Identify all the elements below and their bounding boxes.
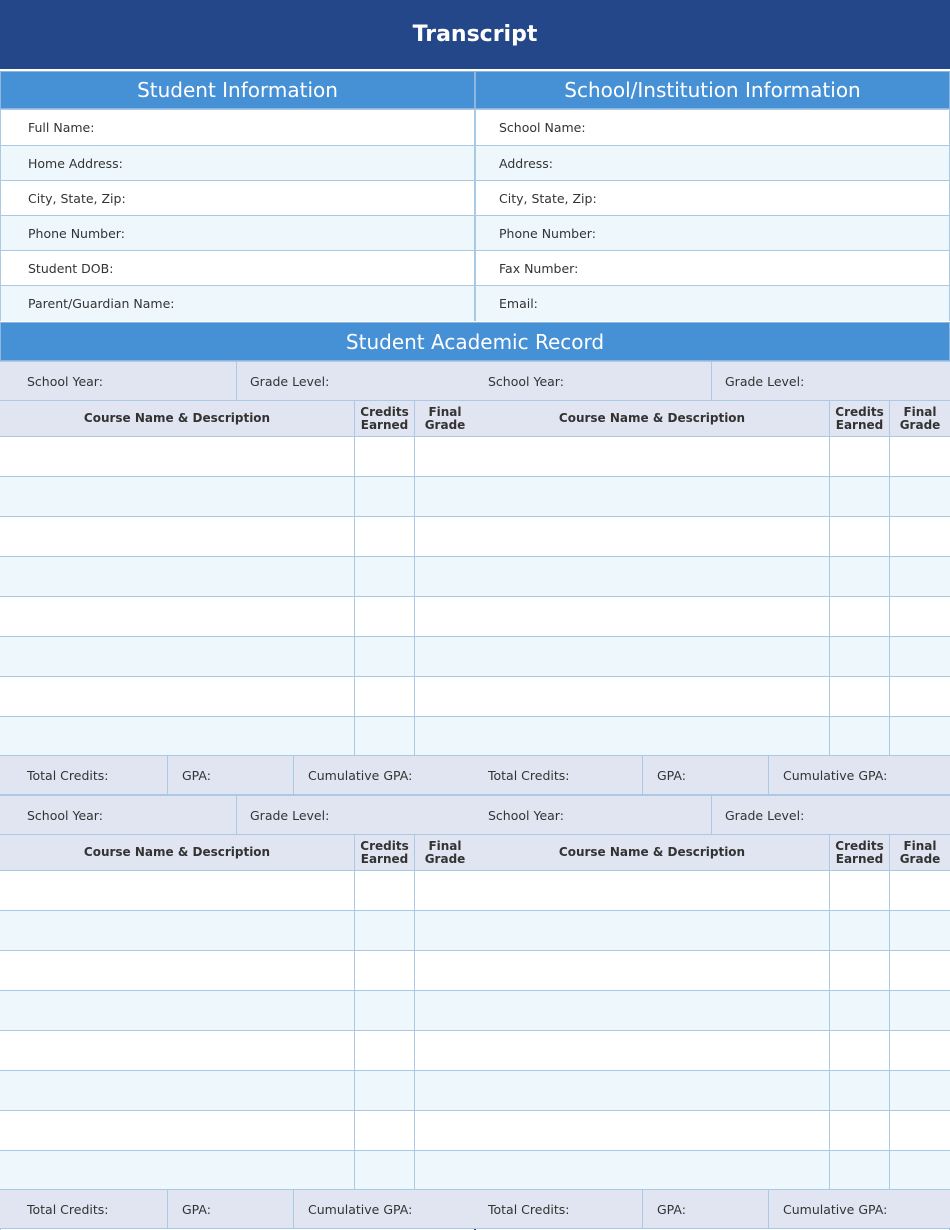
credits-earned-cell[interactable]: [355, 477, 415, 516]
course-name-cell[interactable]: [475, 1031, 830, 1070]
school-year-field[interactable]: [475, 796, 712, 834]
field-label: Student DOB:: [28, 260, 114, 276]
credits-earned-cell[interactable]: [355, 1071, 415, 1110]
cumulative-gpa-label: Cumulative GPA:: [308, 767, 413, 783]
table-row: [475, 437, 950, 477]
field-label: School Name:: [499, 120, 586, 135]
course-name-cell[interactable]: [0, 517, 355, 556]
total-credits-field[interactable]: [475, 756, 643, 794]
credits-earned-cell[interactable]: [830, 437, 890, 476]
course-name-cell[interactable]: [0, 437, 355, 476]
final-grade-cell[interactable]: [415, 477, 475, 516]
course-name-cell[interactable]: [475, 991, 830, 1030]
field-label: Email:: [499, 296, 538, 311]
final-grade-cell[interactable]: [415, 1071, 475, 1110]
school-year-field[interactable]: [0, 796, 237, 834]
school-year-label: School Year:: [488, 373, 564, 389]
final-grade-header: [890, 401, 950, 436]
credits-earned-cell[interactable]: [355, 717, 415, 756]
credits-earned-cell[interactable]: [830, 871, 890, 910]
field-label: Full Name:: [28, 120, 95, 135]
credits-earned-cell[interactable]: [830, 597, 890, 636]
table-row: [475, 637, 950, 677]
page-title: [0, 0, 950, 69]
cumulative-gpa-field[interactable]: [769, 1190, 950, 1228]
final-grade-cell[interactable]: [890, 951, 950, 990]
parent-guardian-name-field[interactable]: [0, 285, 475, 321]
field-label: Parent/Guardian Name:: [28, 296, 175, 311]
school-city-state-zip-field[interactable]: [475, 180, 950, 215]
course-name-cell[interactable]: [475, 597, 830, 636]
table-row: [475, 1111, 950, 1151]
final-grade-cell[interactable]: [890, 1111, 950, 1150]
cumulative-gpa-label: Cumulative GPA:: [308, 1201, 413, 1217]
table-row: [475, 557, 950, 597]
total-credits-field[interactable]: [0, 756, 168, 794]
course-name-header-text: Course Name & Description: [83, 411, 271, 425]
grade-level-label: Grade Level:: [250, 807, 330, 823]
grade-level-field[interactable]: [712, 362, 950, 400]
table-row: [0, 437, 475, 477]
student-full-name-field[interactable]: [0, 109, 475, 145]
gpa-label: GPA:: [657, 767, 686, 783]
table-row: [475, 717, 950, 757]
table-row: [0, 1151, 475, 1191]
school-info-heading-text: School/Institution Information: [564, 78, 861, 102]
table-row: [475, 677, 950, 717]
record-lower-right-totals-bar: [475, 1189, 950, 1229]
gpa-field[interactable]: [643, 1190, 769, 1228]
final-grade-cell[interactable]: [890, 677, 950, 716]
grade-header-line1: Final: [428, 838, 462, 853]
final-grade-cell[interactable]: [415, 637, 475, 676]
grade-header-line1: Final: [903, 838, 937, 853]
credits-earned-header: [830, 401, 890, 436]
final-grade-header: [415, 835, 475, 870]
course-name-cell[interactable]: [0, 991, 355, 1030]
student-info-heading: [0, 71, 475, 109]
course-name-cell[interactable]: [475, 637, 830, 676]
gpa-field[interactable]: [168, 756, 294, 794]
course-name-cell[interactable]: [475, 1151, 830, 1190]
grade-level-label: Grade Level:: [250, 373, 330, 389]
credits-header-line1: Credits: [360, 404, 409, 419]
final-grade-cell[interactable]: [890, 637, 950, 676]
record-upper-left-totals-bar: [0, 755, 475, 795]
academic-record-heading-text: Student Academic Record: [345, 329, 605, 354]
total-credits-label: Total Credits:: [27, 1201, 109, 1217]
table-row: [0, 477, 475, 517]
table-row: [475, 597, 950, 637]
course-name-cell[interactable]: [0, 1031, 355, 1070]
school-info-heading: [475, 71, 950, 109]
student-city-state-zip-field[interactable]: [0, 180, 475, 215]
cumulative-gpa-label: Cumulative GPA:: [783, 767, 888, 783]
field-label: City, State, Zip:: [499, 190, 597, 206]
table-row: [0, 951, 475, 991]
table-row: [0, 677, 475, 717]
cumulative-gpa-field[interactable]: [769, 756, 950, 794]
credits-earned-cell[interactable]: [355, 597, 415, 636]
credits-earned-cell[interactable]: [355, 677, 415, 716]
credits-header-line1: Credits: [360, 838, 409, 853]
student-info-heading-text: Student Information: [137, 78, 338, 102]
course-name-cell[interactable]: [475, 477, 830, 516]
final-grade-cell[interactable]: [415, 991, 475, 1030]
total-credits-field[interactable]: [475, 1190, 643, 1228]
course-name-cell[interactable]: [0, 597, 355, 636]
credits-earned-cell[interactable]: [355, 991, 415, 1030]
final-grade-cell[interactable]: [415, 871, 475, 910]
credits-earned-cell[interactable]: [355, 911, 415, 950]
credits-earned-cell[interactable]: [355, 637, 415, 676]
credits-earned-cell[interactable]: [355, 871, 415, 910]
field-label: Phone Number:: [499, 225, 596, 241]
course-name-header-text: Course Name & Description: [83, 845, 271, 859]
field-label: Address:: [499, 155, 553, 171]
course-name-cell[interactable]: [0, 717, 355, 756]
record-lower-left-totals-bar: [0, 1189, 475, 1229]
credits-header-line2: Earned: [835, 851, 884, 866]
table-row: [0, 871, 475, 911]
course-name-cell[interactable]: [0, 951, 355, 990]
table-row: [475, 991, 950, 1031]
table-row: [0, 517, 475, 557]
school-fax-field[interactable]: [475, 250, 950, 285]
gpa-label: GPA:: [182, 767, 211, 783]
field-label: Home Address:: [28, 155, 123, 171]
school-name-field[interactable]: [475, 109, 950, 145]
credits-earned-cell[interactable]: [830, 637, 890, 676]
course-name-header: [0, 401, 355, 436]
table-row: [475, 1031, 950, 1071]
final-grade-cell[interactable]: [415, 557, 475, 596]
final-grade-header: [890, 835, 950, 870]
grade-level-field[interactable]: [237, 796, 475, 834]
grade-level-field[interactable]: [712, 796, 950, 834]
school-email-field[interactable]: [475, 285, 950, 321]
course-name-cell[interactable]: [475, 911, 830, 950]
grade-header-line2: Grade: [424, 851, 466, 866]
field-label: Fax Number:: [499, 260, 579, 276]
cumulative-gpa-label: Cumulative GPA:: [783, 1201, 888, 1217]
final-grade-cell[interactable]: [415, 1151, 475, 1190]
credits-earned-cell[interactable]: [355, 437, 415, 476]
record-lower-left-year-bar: [0, 795, 475, 835]
table-row: [0, 991, 475, 1031]
field-label: Phone Number:: [28, 225, 125, 241]
credits-header-line2: Earned: [360, 417, 409, 432]
record-upper-left-table-header: [0, 401, 475, 437]
final-grade-cell[interactable]: [415, 597, 475, 636]
credits-earned-cell[interactable]: [830, 911, 890, 950]
student-dob-field[interactable]: [0, 250, 475, 285]
final-grade-cell[interactable]: [415, 1111, 475, 1150]
final-grade-cell[interactable]: [415, 437, 475, 476]
page-title-text: Transcript: [412, 22, 538, 47]
course-name-cell[interactable]: [475, 871, 830, 910]
school-year-label: School Year:: [27, 373, 103, 389]
credits-earned-cell[interactable]: [355, 517, 415, 556]
credits-earned-cell[interactable]: [830, 517, 890, 556]
school-phone-field[interactable]: [475, 215, 950, 250]
final-grade-cell[interactable]: [415, 677, 475, 716]
final-grade-cell[interactable]: [890, 911, 950, 950]
credits-earned-cell[interactable]: [830, 991, 890, 1030]
table-row: [0, 717, 475, 757]
final-grade-cell[interactable]: [890, 1151, 950, 1190]
record-upper-left-year-bar: [0, 361, 475, 401]
course-name-header-text: Course Name & Description: [558, 845, 746, 859]
final-grade-cell[interactable]: [890, 517, 950, 556]
school-year-label: School Year:: [488, 807, 564, 823]
record-lower-right-table-header: [475, 835, 950, 871]
student-phone-field[interactable]: [0, 215, 475, 250]
school-year-field[interactable]: [0, 362, 237, 400]
course-name-cell[interactable]: [475, 1111, 830, 1150]
credits-earned-header: [830, 835, 890, 870]
grade-header-line2: Grade: [899, 851, 941, 866]
grade-level-label: Grade Level:: [725, 373, 805, 389]
table-row: [0, 911, 475, 951]
record-upper-right-totals-bar: [475, 755, 950, 795]
final-grade-cell[interactable]: [890, 1071, 950, 1110]
credits-earned-cell[interactable]: [355, 951, 415, 990]
cumulative-gpa-field[interactable]: [294, 1190, 475, 1228]
grade-level-label: Grade Level:: [725, 807, 805, 823]
credits-earned-cell[interactable]: [830, 557, 890, 596]
course-name-cell[interactable]: [0, 637, 355, 676]
record-upper-right-table-header: [475, 401, 950, 437]
course-name-cell[interactable]: [475, 557, 830, 596]
record-upper-right-year-bar: [475, 361, 950, 401]
course-name-cell[interactable]: [0, 1151, 355, 1190]
credits-header-line2: Earned: [360, 851, 409, 866]
credits-earned-cell[interactable]: [355, 1111, 415, 1150]
credits-earned-cell[interactable]: [830, 951, 890, 990]
final-grade-cell[interactable]: [890, 1031, 950, 1070]
table-row: [475, 1151, 950, 1191]
course-name-cell[interactable]: [475, 1071, 830, 1110]
final-grade-cell[interactable]: [890, 437, 950, 476]
table-row: [0, 1071, 475, 1111]
record-lower-right-year-bar: [475, 795, 950, 835]
credits-earned-header: [355, 835, 415, 870]
gpa-label: GPA:: [657, 1201, 686, 1217]
credits-earned-cell[interactable]: [355, 557, 415, 596]
final-grade-cell[interactable]: [890, 871, 950, 910]
total-credits-field[interactable]: [0, 1190, 168, 1228]
credits-earned-cell[interactable]: [355, 1151, 415, 1190]
table-row: [0, 1031, 475, 1071]
table-row: [475, 911, 950, 951]
course-name-cell[interactable]: [0, 477, 355, 516]
record-lower-left-table-header: [0, 835, 475, 871]
credits-earned-cell[interactable]: [830, 717, 890, 756]
credits-header-line1: Credits: [835, 838, 884, 853]
field-label: City, State, Zip:: [28, 190, 126, 206]
table-row: [475, 951, 950, 991]
final-grade-cell[interactable]: [890, 597, 950, 636]
course-name-cell[interactable]: [0, 677, 355, 716]
final-grade-cell[interactable]: [890, 991, 950, 1030]
final-grade-cell[interactable]: [890, 477, 950, 516]
course-name-cell[interactable]: [0, 1071, 355, 1110]
final-grade-cell[interactable]: [415, 911, 475, 950]
course-name-cell[interactable]: [475, 951, 830, 990]
course-name-cell[interactable]: [475, 677, 830, 716]
course-name-cell[interactable]: [0, 911, 355, 950]
final-grade-cell[interactable]: [415, 951, 475, 990]
total-credits-label: Total Credits:: [27, 767, 109, 783]
course-name-cell[interactable]: [0, 557, 355, 596]
grade-header-line1: Final: [903, 404, 937, 419]
total-credits-label: Total Credits:: [488, 1201, 570, 1217]
course-name-cell[interactable]: [0, 871, 355, 910]
course-name-cell[interactable]: [0, 1111, 355, 1150]
table-row: [0, 637, 475, 677]
school-year-label: School Year:: [27, 807, 103, 823]
table-row: [0, 557, 475, 597]
course-name-header: [475, 835, 830, 870]
table-row: [475, 517, 950, 557]
credits-earned-cell[interactable]: [830, 477, 890, 516]
credits-earned-cell[interactable]: [355, 1031, 415, 1070]
cumulative-gpa-field[interactable]: [294, 756, 475, 794]
course-name-cell[interactable]: [475, 437, 830, 476]
grade-header-line2: Grade: [424, 417, 466, 432]
final-grade-cell[interactable]: [415, 717, 475, 756]
gpa-field[interactable]: [168, 1190, 294, 1228]
course-name-cell[interactable]: [475, 717, 830, 756]
table-row: [475, 871, 950, 911]
course-name-header: [475, 401, 830, 436]
course-name-header-text: Course Name & Description: [558, 411, 746, 425]
grade-level-field[interactable]: [237, 362, 475, 400]
table-row: [0, 597, 475, 637]
credits-earned-cell[interactable]: [830, 1031, 890, 1070]
final-grade-cell[interactable]: [890, 557, 950, 596]
school-address-field[interactable]: [475, 145, 950, 180]
credits-earned-cell[interactable]: [830, 1151, 890, 1190]
academic-record-heading: [0, 322, 950, 361]
table-row: [0, 1111, 475, 1151]
table-row: [475, 477, 950, 517]
course-name-cell[interactable]: [475, 517, 830, 556]
final-grade-cell[interactable]: [415, 517, 475, 556]
gpa-field[interactable]: [643, 756, 769, 794]
course-name-header: [0, 835, 355, 870]
grade-header-line1: Final: [428, 404, 462, 419]
credits-header-line2: Earned: [835, 417, 884, 432]
total-credits-label: Total Credits:: [488, 767, 570, 783]
final-grade-cell[interactable]: [415, 1031, 475, 1070]
final-grade-cell[interactable]: [890, 717, 950, 756]
gpa-label: GPA:: [182, 1201, 211, 1217]
credits-earned-cell[interactable]: [830, 1071, 890, 1110]
final-grade-header: [415, 401, 475, 436]
school-year-field[interactable]: [475, 362, 712, 400]
student-home-address-field[interactable]: [0, 145, 475, 180]
credits-header-line1: Credits: [835, 404, 884, 419]
grade-header-line2: Grade: [899, 417, 941, 432]
credits-earned-cell[interactable]: [830, 1111, 890, 1150]
credits-earned-header: [355, 401, 415, 436]
table-row: [475, 1071, 950, 1111]
credits-earned-cell[interactable]: [830, 677, 890, 716]
